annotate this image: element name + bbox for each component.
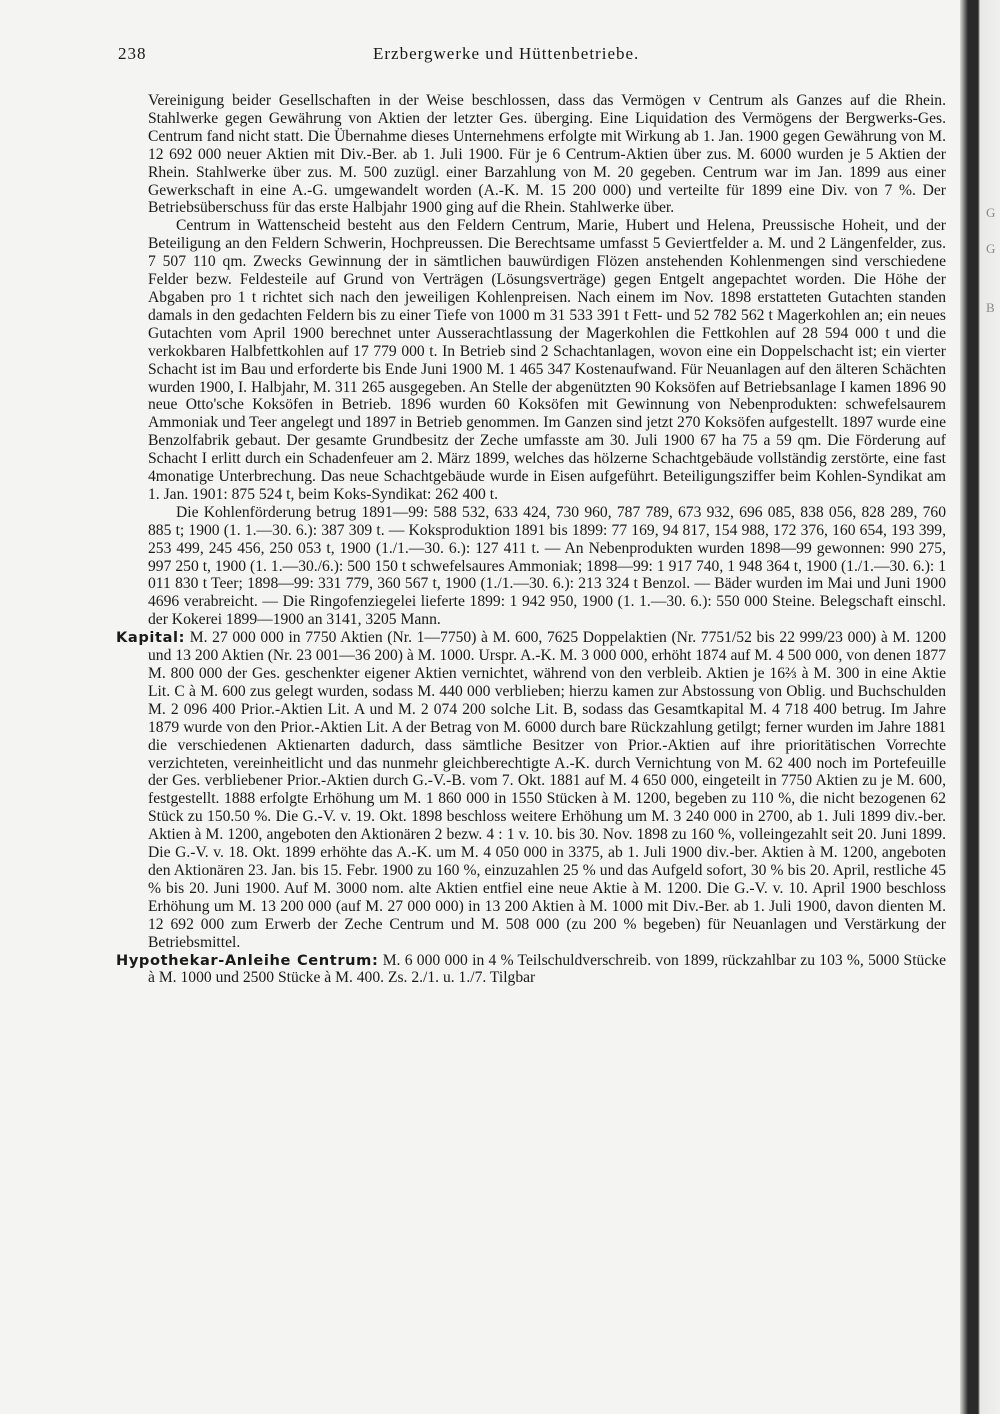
kapital-section <box>116 629 946 951</box>
body-text <box>116 92 946 987</box>
page-header <box>118 44 950 68</box>
paragraph-production-figures: Die Kohlenförderung betrug 1891—99: 588 532, 633 424, 730 960, 787 789, 673 932, 696 085, 838 056, 828 289, 760 885 t; 1900 (1. 1.—30. 6.): 387 309 t. — Koksproduktion 1891 bis 1899: 77 169, 94 817, 154 988, 172 376, 160 654, 193 399, 253 499, 245 456, 250 053 t, 1900 (1./1.—30. 6.): 127 411 t. — An Nebenprodukten wurden 1898—99 gewonnen: 990 275, 997 250 t, 1900 (1. 1.—30./6.): 500 150 t schwefelsaures Ammoniak; 1898—99: 1 917 740, 1 948 364 t, 1900 (1./1.—30. 6.): 1 011 830 t Teer; 1898—99: 331 779, 360 567 t, 1900 (1./1.—30. 6.): 213 324 t Benzol. — Bäder wurden im Mai und Juni 1900 4696 verabreicht. — Die Ringofenziegelei lieferte 1899: 1 942 950, 1900 (1. 1.—30. 6.): 550 000 Steine. Belegschaft einschl. der Kokerei 1899—1900 an 3141, 3205 Mann. <box>148 503 946 629</box>
running-title: Erzbergwerke und Hüttenbetriebe. <box>373 44 640 63</box>
hypothekar-text: M. 6 000 000 in 4 % Teilschuldverschreib. von 1899, rückzahlbar zu 103 %, 5000 Stücke à M. 1000 und 2500 Stücke à M. 400. Zs. 2./1. u. 1./7. Tilgbar <box>148 951 946 987</box>
margin-fragment: G <box>986 241 996 256</box>
page-number: 238 <box>118 44 147 63</box>
centrum-section <box>116 92 946 629</box>
hypothekar-section <box>116 952 946 988</box>
margin-fragment: G <box>986 205 996 220</box>
hypothekar-label: Hypothekar-Anleihe Centrum: <box>116 951 379 969</box>
kapital-text: M. 27 000 000 in 7750 Aktien (Nr. 1—7750) à M. 600, 7625 Doppelaktien (Nr. 7751/52 bis 22 999/23 000) à M. 1200 und 13 200 Aktien (Nr. 23 001—36 200) à M. 1000. Urspr. A.-K. M. 3 000 000, erhöht 1874 auf M. 4 500 000, von denen 1877 M. 800 000 der Ges. geschenkter eigener Aktien vernichtet, während von den verbleib. Aktien je 16⅔ à M. 300 in eine Aktie Lit. C à M. 600 zus gelegt wurden, sodass M. 440 000 verblieben; hierzu kamen zur Abstossung von Oblig. und Buchschulden M. 2 096 400 Prior.-Aktien Lit. A und M. 2 074 200 solche Lit. B, sodass das Gesamtkapital M. 4 718 400 betrug. Im Jahre 1879 wurde von den Prior.-Aktien Lit. A der Betrag von M. 6000 durch bare Rückzahlung getilgt; ferner wurden im Jahre 1881 die verschiedenen Aktienarten dadurch, dass sämtliche Besitzer von Prior.-Aktien auf ihre prioritätischen Vorrechte verzichteten, vereinheitlicht und das nunmehr gleichberechtigte A.-K. durch Vernichtung von M. 62 400 noch im Portefeuille der Ges. verbliebener Prior.-Aktien durch G.-V.-B. vom 7. Okt. 1881 auf M. 4 650 000, eingeteilt in 7750 Aktien zu je M. 600, festgestellt. 1888 erfolgte Erhöhung um M. 1 860 000 in 1550 Stücken à M. 1200, begeben zu 110 %, die nicht bezogenen 62 Stück zu 150.50 %. Die G.-V. v. 19. Okt. 1898 beschloss weitere Erhöhung um M. 3 240 000 in 2700, ab 1. Juli 1899 div.-ber. Aktien à M. 1200, angeboten den Aktionären 2 bezw. 4 : 1 v. 10. bis 30. Nov. 1898 zu 160 %, volleingezahlt seit 20. Juni 1899. Die G.-V. v. 18. Okt. 1899 erhöhte das A.-K. um M. 4 050 000 in 3375, ab 1. Juli 1900 div.-ber. Aktien à M. 1200, angeboten den Aktionären 23. Jan. bis 15. Febr. 1900 zu 160 %, einzuzahlen 25 % und das Aufgeld sofort, 30 % bis 20. April, restliche 45 % bis 20. Juni 1900. Auf M. 3000 nom. alte Aktien entfiel eine neue Aktie à M. 1200. Die G.-V. v. 10. April 1900 beschloss Erhöhung um M. 13 200 000 (auf M. 27 000 000) in 13 200 Aktien à M. 1000 mit Div.-Ber. ab 1. Juli 1900, davon dienten M. 12 692 000 zum Erwerb der Zeche Centrum und M. 508 000 (zu 200 % begeben) für Neuanlagen und Verstärkung der Betriebsmittel. <box>148 629 946 951</box>
paragraph-centrum-description: Centrum in Wattenscheid besteht aus den Feldern Centrum, Marie, Hubert und Helena, Preussische Hoheit, und der Beteiligung an den Feldern Schwerin, Hochpreussen. Die Berechtsame umfasst 5 Geviertfelder a. M. und 2 Längenfelder, zus. 7 507 110 qm. Zwecks Gewinnung der in sämtlichen bauwürdigen Flözen anstehenden Kohlenmengen sind verschiedene Felder bezw. Feldesteile auf Grund von Verträgen (Lösungsverträge) gegen Entgelt angepachtet worden. Die Höhe der Abgaben pro 1 t richtet sich nach den jeweiligen Kohlenpreisen. Nach einem im Nov. 1898 erstatteten Gutachten standen damals in den gedachten Feldern bis zu einer Tiefe von 1000 m 31 533 391 t Fett- und 52 782 562 t Magerkohlen an; ein neues Gutachten vom April 1900 berechnet unter Ausserachtlassung der Magerkohlen die Fettkohlen auf 28 594 000 t und die verkokbaren Halbfettkohlen auf 17 779 000 t. In Betrieb sind 2 Schachtanlagen, wovon eine ein Doppelschacht ist; ein vierter Schacht ist im Bau und erforderte bis Ende Juni 1900 M. 1 465 347 Kostenaufwand. Für Neuanlagen auf den älteren Schächten wurden 1900, I. Halbjahr, M. 311 265 ausgegeben. An Stelle der abgenützten 90 Koksöfen auf Betriebsanlage I kamen 1896 90 neue Otto'sche Koksöfen in Betrieb. 1896 wurden 60 Koksöfen mit Gewinnung von Nebenprodukten: schwefelsaurem Ammoniak und Teer angelegt und 1897 in Betrieb genommen. Im Ganzen sind jetzt 270 Koksöfen aufgestellt. 1897 wurde eine Benzolfabrik gebaut. Der gesamte Grundbesitz der Zeche umfasste am 30. Juli 1900 67 ha 75 a 59 qm. Die Förderung auf Schacht I erlitt durch ein Schadenfeuer am 2. März 1899, welches das hölzerne Schachtgebäude vollständig zerstörte, eine fast 4monatige Unterbrechung. Das neue Schachtgebäude wurde in Eisen aufgeführt. Beteiligungsziffer beim Kohlen-Syndikat am 1. Jan. 1901: 875 524 t, beim Koks-Syndikat: 262 400 t. <box>148 217 946 503</box>
paragraph-merger: Vereinigung beider Gesellschaften in der Weise beschlossen, dass das Vermögen v Centrum als Ganzes auf die Rhein. Stahlwerke gegen Gewährung von Aktien der letzter Ges. überging. Eine Liquidation des Vermögens der Bergwerks-Ges. Centrum fand nicht statt. Die Übernahme dieses Unternehmens erfolgte mit Wirkung ab 1. Jan. 1900 gegen Gewährung von M. 12 692 000 neuer Aktien mit Div.-Ber. ab 1. Juli 1900. Für je 6 Centrum-Aktien über zus. M. 6000 wurden je 5 Aktien der Rhein. Stahlwerke über zus. M. 500 zuzügl. einer Barzahlung von M. 20 gegeben. Centrum war im Jan. 1899 aus einer Gewerkschaft in eine A.-G. umgewandelt worden (A.-K. M. 15 200 000) und verteilte für 1899 eine Div. von 7 %. Der Betriebsüberschuss für das erste Halbjahr 1900 ging auf die Rhein. Stahlwerke über. <box>148 92 946 217</box>
margin-fragment: B <box>986 300 995 315</box>
kapital-label: Kapital: <box>116 629 186 647</box>
